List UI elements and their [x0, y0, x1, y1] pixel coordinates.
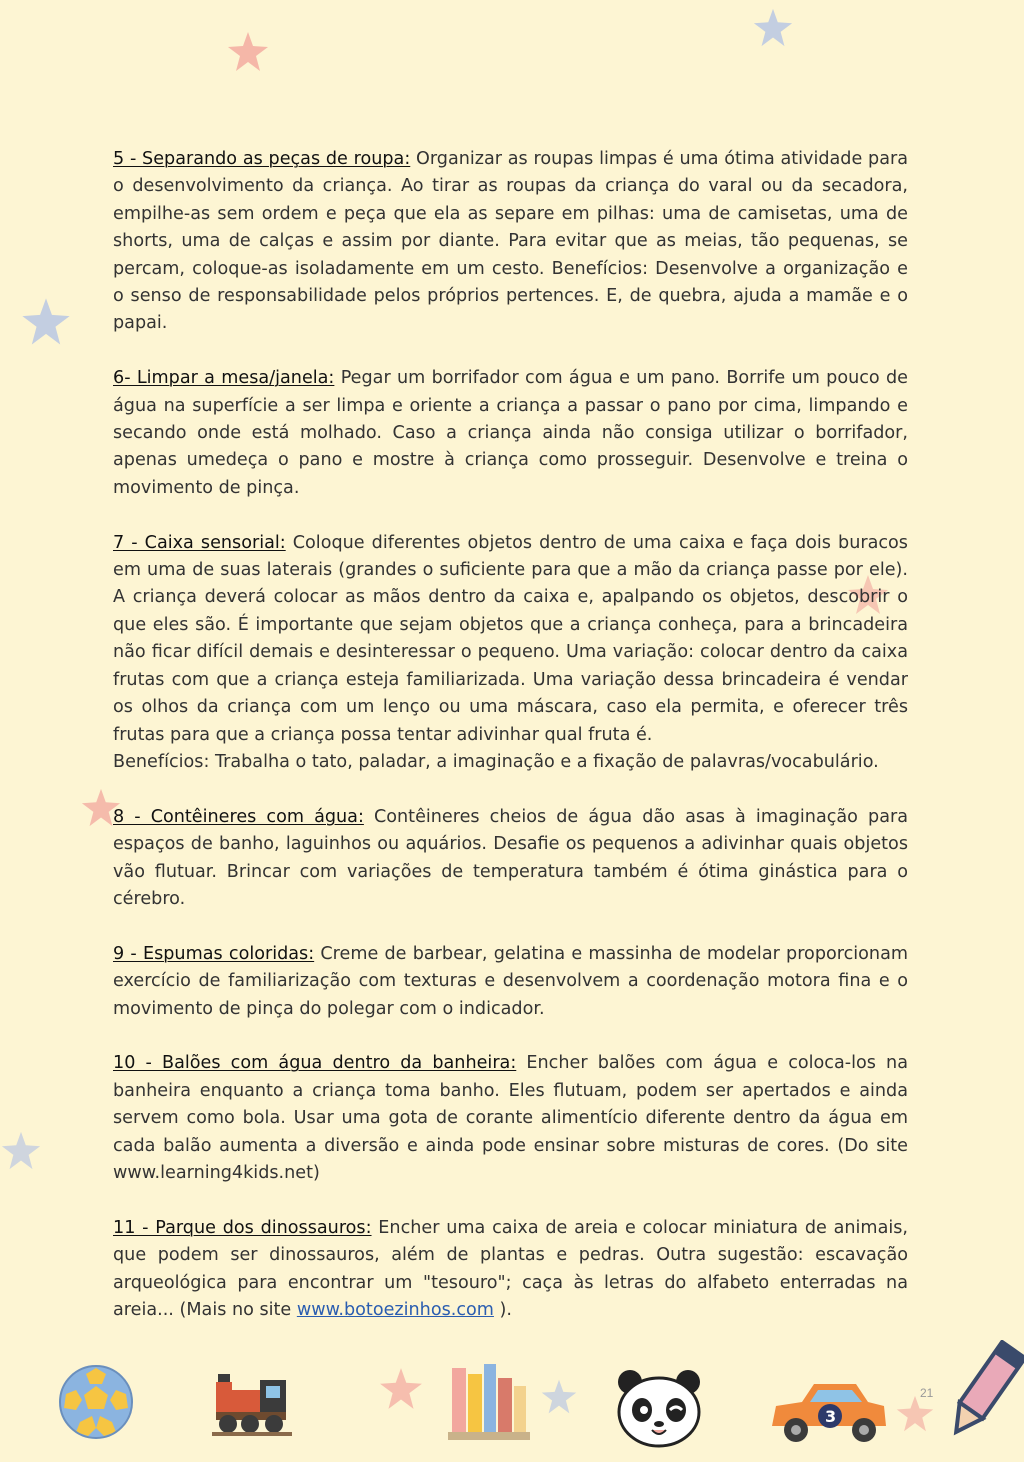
- section-heading: 11 - Parque dos dinossauros:: [113, 1217, 372, 1238]
- section-text: Organizar as roupas limpas é uma ótima atividade para o desenvolvimento da criança. Ao tirar as roupas da criança do varal ou da secadora, empilhe-as sem ordem e peça que ela as separe em pilhas: uma de camisetas, uma de shorts, uma de calças e assim por diante. Para evitar que as meias, tão pequenas, se percam, coloque-as isoladamente em um cesto. Benefícios: Desenvolve a organização e o senso de responsabilidade pelos próprios pertences. E, de quebra, ajuda a mamãe e o papai.: [113, 149, 908, 334]
- section-heading: 10 - Balões com água dentro da banheira:: [113, 1053, 517, 1074]
- star-icon: [752, 7, 794, 49]
- race-car-icon: [766, 1376, 890, 1446]
- train-icon: [212, 1372, 292, 1438]
- section-heading: 8 - Contêineres com água:: [113, 806, 364, 827]
- section-7: [113, 530, 908, 777]
- star-icon: [226, 30, 270, 74]
- section-heading: 7 - Caixa sensorial:: [113, 532, 286, 553]
- section-text-tail: ).: [493, 1299, 512, 1320]
- section-heading: 9 - Espumas coloridas:: [113, 943, 315, 964]
- section-9: [113, 941, 908, 1023]
- section-6: [113, 365, 908, 502]
- soccer-ball-icon: [58, 1364, 134, 1440]
- botoezinhos-link[interactable]: www.botoezinhos.com: [296, 1299, 494, 1320]
- section-10: [113, 1050, 908, 1187]
- section-text: Creme de barbear, gelatina e massinha de modelar proporcionam exercício de familiarização com texturas e desenvolvem a coordenação motora fina e o movimento de pinça do polegar com o indicador.: [113, 943, 909, 1019]
- section-benefits: Benefícios: Trabalha o tato, paladar, a imaginação e a fixação de palavras/vocabulário.: [113, 751, 879, 772]
- section-8: [113, 804, 908, 914]
- star-icon: [540, 1378, 578, 1416]
- star-icon: [20, 296, 72, 348]
- page-number: 21: [920, 1386, 934, 1400]
- pencil-icon: [940, 1340, 1024, 1450]
- star-icon: [895, 1394, 935, 1434]
- section-heading: 5 - Separando as peças de roupa:: [113, 149, 411, 169]
- star-icon: [378, 1366, 424, 1412]
- section-text: Encher balões com água e coloca-los na banheira enquanto a criança toma banho. Eles flutuam, podem ser apertados e ainda servem como bola. Usar uma gota de corante alimentício diferente dentro da água em cada balão aumenta a diversão e ainda pode ensinar sobre misturas de cores. (Do site www.learning4kids.net): [113, 1053, 908, 1183]
- section-heading: 6- Limpar a mesa/janela:: [113, 368, 335, 389]
- section-5: [113, 146, 908, 338]
- section-text: Pegar um borrifador com água e um pano. Borrife um pouco de água na superfície a ser limpa e oriente a criança a passar o pano por cima, limpando e secando onde está molhado. Caso a criança ainda não consiga utilizar o borrifador, apenas umedeça o pano e mostre à criança como prosseguir. Desenvolve e treina o movimento de pinça.: [113, 368, 908, 498]
- books-icon: [446, 1360, 532, 1444]
- star-icon: [0, 1130, 42, 1172]
- section-11: [113, 1215, 908, 1325]
- svg-text:3: 3: [825, 1407, 837, 1426]
- section-text: Coloque diferentes objetos dentro de uma caixa e faça dois buracos em uma de suas laterais (grandes o suficiente para que a mão da criança passe por ele). A criança deverá colocar as mãos dentro da caixa e, apalpando os objetos, descobrir o que eles são. É importante que sejam objetos que a criança conheça, para a brincadeira não ficar difícil demais e desinteressar o pequeno. Uma variação: colocar dentro da caixa frutas com que a criança esteja familiarizada. Uma variação dessa brincadeira é vendar os olhos da criança com um lenço ou uma máscara, caso ela permita, e oferecer três frutas para que a criança possa tentar adivinhar qual fruta é.: [113, 532, 908, 745]
- section-text: Contêineres cheios de água dão asas à imaginação para espaços de banho, laguinhos ou aquários. Desafie os pequenos a adivinhar quais objetos vão flutuar. Brincar com variações de temperatura também é ótima ginástica para o cérebro.: [113, 806, 908, 909]
- document-body: [113, 146, 908, 1352]
- panda-icon: [614, 1368, 704, 1448]
- section-text: Encher uma caixa de areia e colocar miniatura de animais, que podem ser dinossauros, além de plantas e pedras. Outra sugestão: escavação arqueológica para encontrar um "tesouro"; caça às letras do alfabeto enterradas na areia... (Mais no site: [113, 1217, 909, 1320]
